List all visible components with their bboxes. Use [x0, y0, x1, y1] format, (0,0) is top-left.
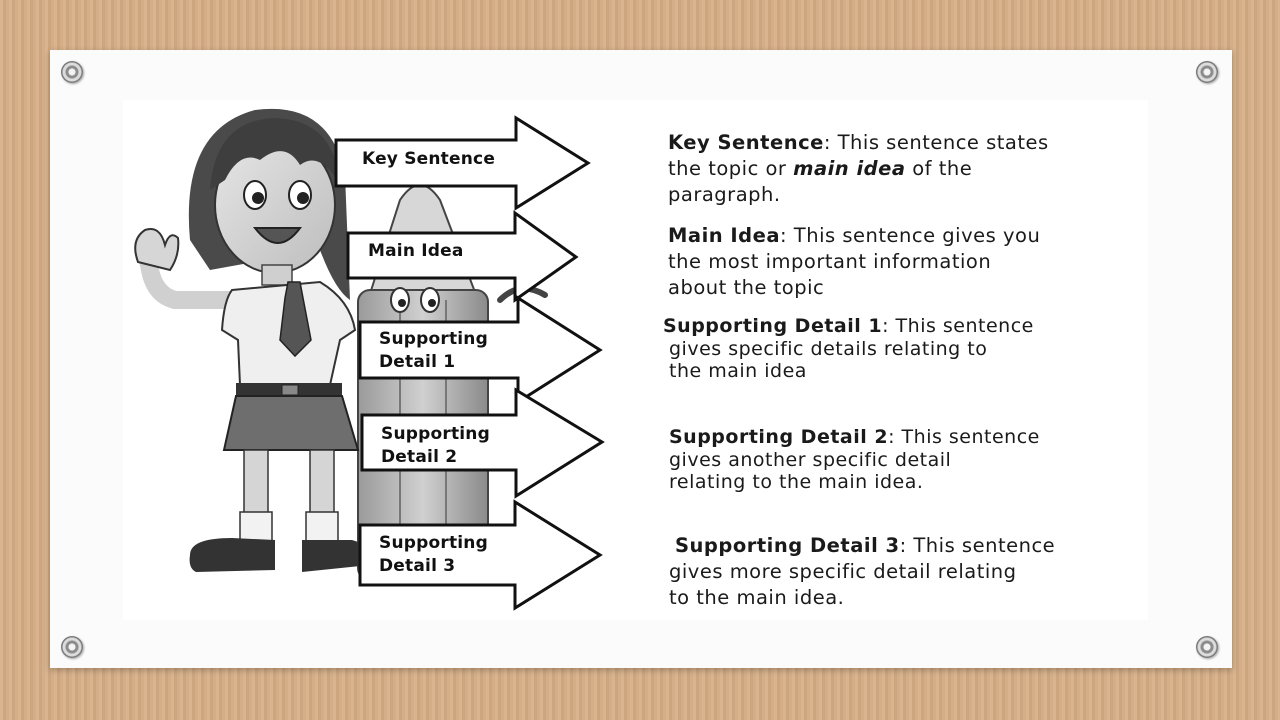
supporting-detail-1-description: Supporting Detail 1: This sentence gives specific details relating to the main idea: [663, 315, 1034, 382]
key-sentence-description: Key Sentence: This sentence states the topic or main idea of the paragraph.: [668, 131, 1049, 206]
supporting-detail-3-description: Supporting Detail 3: This sentence gives more specific detail relating to the main idea.: [669, 534, 1056, 609]
main-idea-description: Main Idea: This sentence gives you the most important information about the topic: [668, 224, 1041, 299]
supporting-detail-1-label: Supporting Detail 1: [379, 329, 488, 372]
supporting-detail-2-label: Supporting Detail 2: [381, 424, 490, 467]
main-idea-label: Main Idea: [368, 241, 464, 261]
supporting-detail-2-description: Supporting Detail 2: This sentence gives another specific detail relating to the main idea.: [669, 426, 1040, 493]
supporting-detail-3-label: Supporting Detail 3: [379, 533, 488, 576]
key-sentence-label: Key Sentence: [362, 149, 496, 169]
